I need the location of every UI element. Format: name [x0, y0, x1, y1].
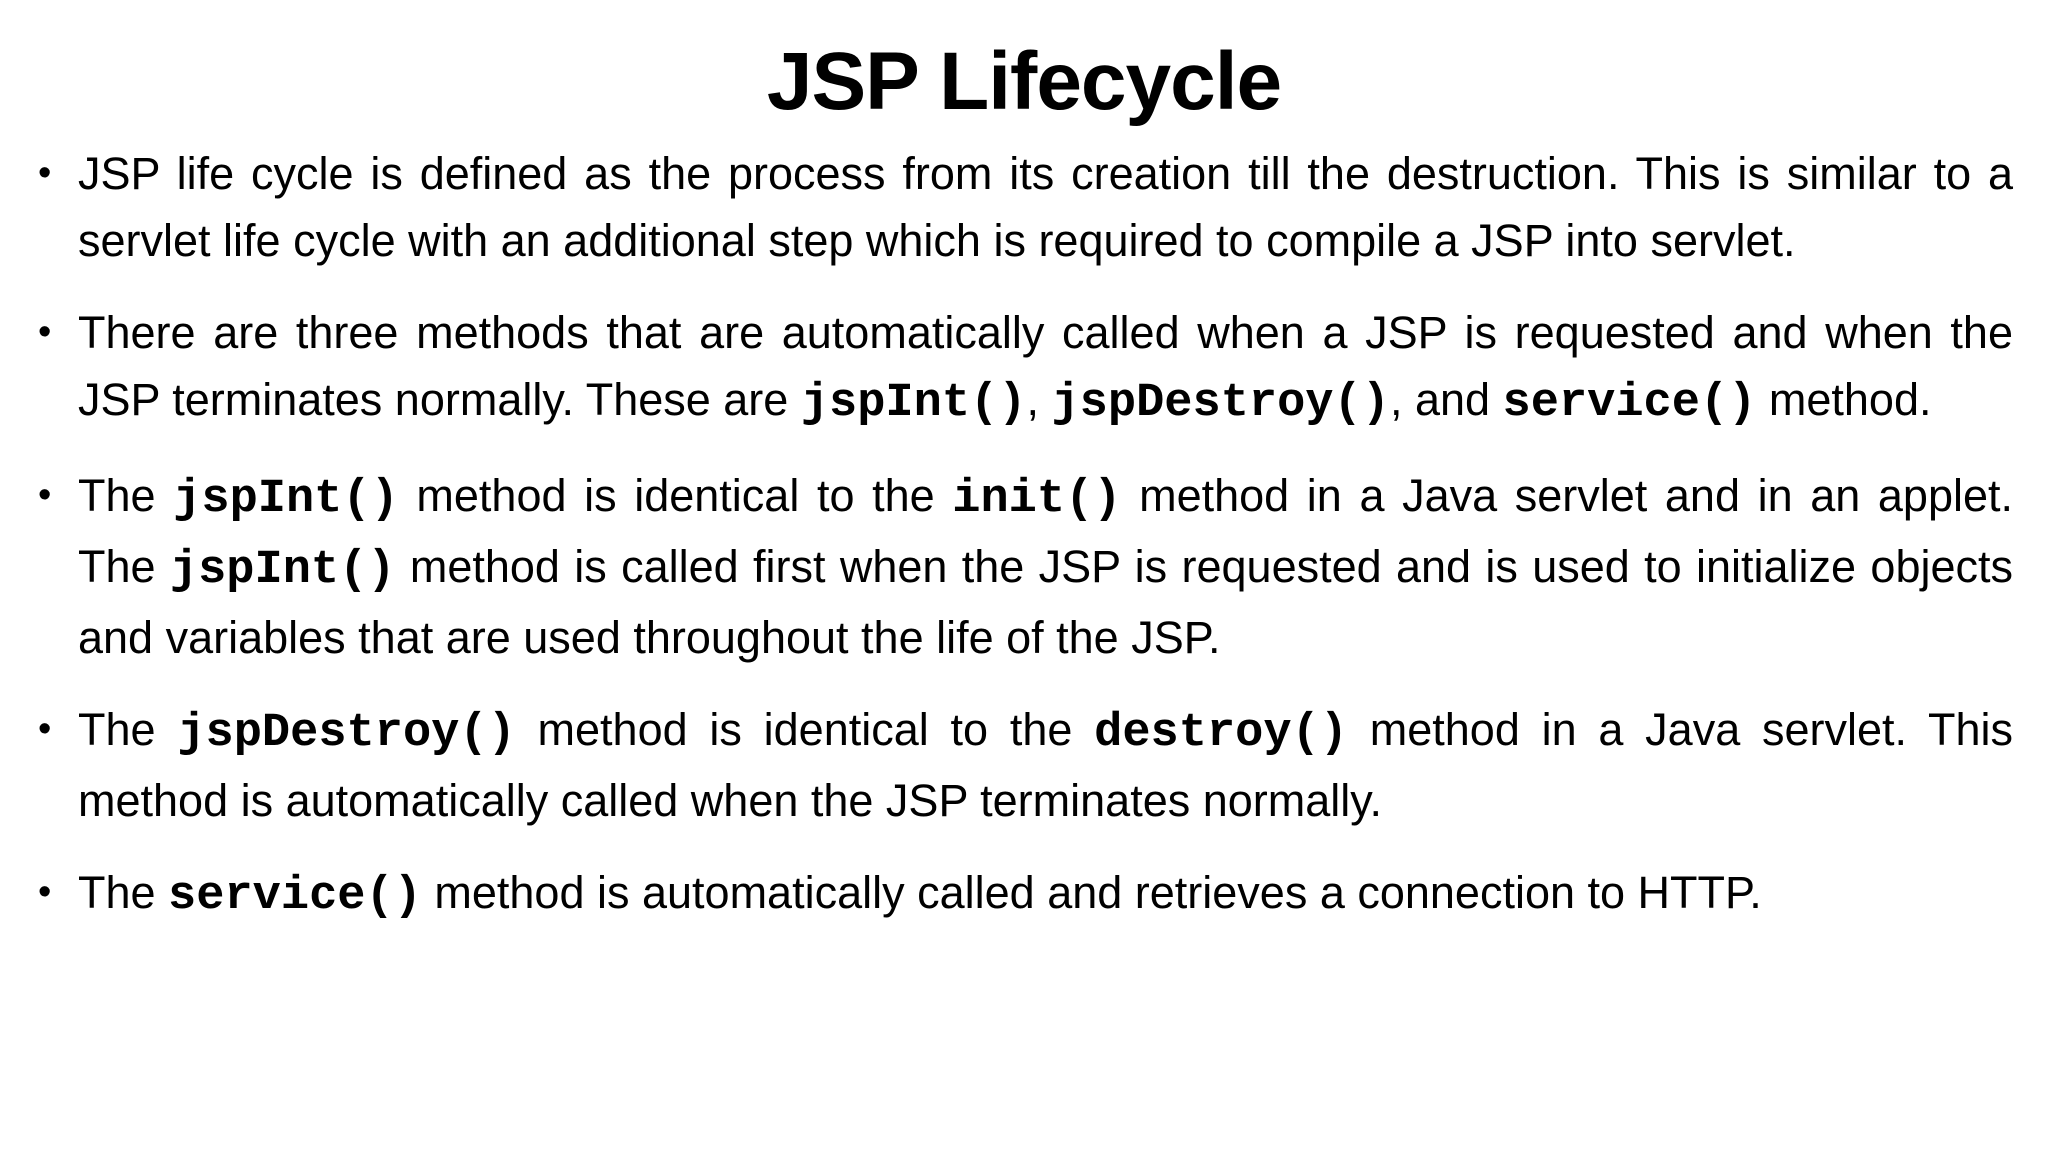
bullet-list — [38, 140, 2013, 930]
bullet-text: method is identical to the — [398, 470, 953, 521]
bullet-text: The — [78, 704, 178, 755]
bullet-jspint-method — [38, 462, 2013, 671]
bullet-text: There are three methods that are automatically called when a JSP is requested and when the JSP terminates normally. These are — [78, 307, 2013, 425]
bullet-text: method in a Java servlet. This method is automatically called when the JSP terminates normally. — [78, 704, 2013, 826]
code-jspdestroy: jspDestroy() — [1051, 377, 1390, 430]
bullet-text: , — [1026, 374, 1052, 425]
code-destroy: destroy() — [1094, 707, 1348, 760]
code-jspint: jspInt() — [800, 377, 1027, 430]
bullet-three-methods — [38, 299, 2013, 437]
bullet-text: method is automatically called and retrieves a connection to HTTP. — [421, 867, 1762, 918]
code-jspint: jspInt() — [169, 544, 396, 597]
bullet-text: method in a Java servlet and in an applet. The — [78, 470, 2013, 592]
code-jspdestroy: jspDestroy() — [177, 707, 516, 760]
bullet-dot: • — [38, 708, 52, 750]
bullet-text: JSP life cycle is defined as the process from its creation till the destruction. This is similar to a servlet life cycle with an additional step which is required to compile a JSP into servlet. — [78, 148, 2013, 266]
bullet-dot: • — [38, 152, 52, 194]
code-service: service() — [168, 870, 422, 923]
bullet-text: method. — [1756, 374, 1932, 425]
bullet-dot: • — [38, 474, 52, 516]
bullet-text: The — [78, 867, 169, 918]
code-jspint: jspInt() — [173, 473, 399, 526]
bullet-text: method is called first when the JSP is requested and is used to initialize objects and variables that are used throughout the life of the JSP. — [78, 541, 2013, 663]
bullet-jspdestroy-method — [38, 696, 2013, 834]
code-init: init() — [952, 473, 1122, 526]
bullet-lifecycle-definition — [38, 140, 2013, 274]
bullet-text: , and — [1389, 374, 1503, 425]
bullet-text: method is identical to the — [515, 704, 1095, 755]
code-service: service() — [1502, 377, 1757, 430]
slide-title: JSP Lifecycle — [766, 36, 1282, 127]
bullet-text: The — [78, 470, 174, 521]
bullet-dot: • — [38, 311, 52, 353]
bullet-service-method — [38, 859, 2013, 930]
bullet-dot: • — [38, 871, 52, 913]
